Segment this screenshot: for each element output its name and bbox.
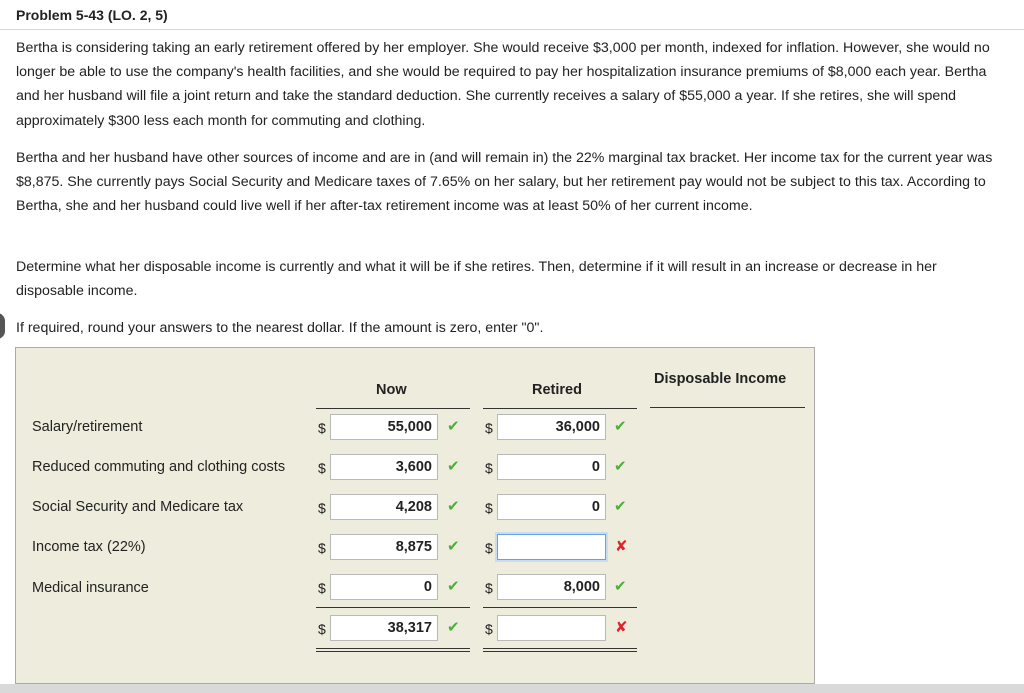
rounding-instructions: If required, round your answers to the nearest dollar. If the amount is zero, enter "0". xyxy=(16,320,544,336)
total-rule-retired xyxy=(483,607,637,608)
row-label: Reduced commuting and clothing costs xyxy=(32,459,286,475)
row-label: Social Security and Medicare tax xyxy=(32,499,244,515)
retired-input[interactable]: 0 xyxy=(497,454,606,480)
currency-sign: $ xyxy=(485,500,493,516)
currency-sign: $ xyxy=(485,580,493,596)
retired-input[interactable]: 8,000 xyxy=(497,574,606,600)
check-icon: ✔ xyxy=(614,578,627,595)
now-total-input[interactable]: 38,317 xyxy=(330,615,438,641)
total-rule-now xyxy=(316,607,470,608)
check-icon: ✔ xyxy=(447,458,460,475)
problem-title: Problem 5-43 (LO. 2, 5) xyxy=(16,7,168,23)
now-input[interactable]: 8,875 xyxy=(330,534,438,560)
total-double-rule-retired xyxy=(483,648,637,652)
problem-paragraph-3: Determine what her disposable income is currently and what it will be if she retires. Then, determine if it will result in an increase or decrease in her disposable income. xyxy=(16,259,937,300)
retired-total-input[interactable] xyxy=(497,615,606,641)
check-icon: ✔ xyxy=(447,538,460,555)
currency-sign: $ xyxy=(318,540,326,556)
header-underline-disposable xyxy=(650,407,805,408)
now-input[interactable]: 4,208 xyxy=(330,494,438,520)
now-input[interactable]: 55,000 xyxy=(330,414,438,440)
column-header-retired: Retired xyxy=(532,382,582,398)
currency-sign: $ xyxy=(318,621,326,637)
retired-input[interactable]: 0 xyxy=(497,494,606,520)
answer-table xyxy=(15,347,815,684)
check-icon: ✔ xyxy=(614,418,627,435)
cross-icon: ✘ xyxy=(615,538,628,555)
column-header-disposable-income: Disposable Income xyxy=(654,371,787,387)
check-icon: ✔ xyxy=(614,458,627,475)
retired-input[interactable] xyxy=(497,534,606,560)
row-label: Income tax (22%) xyxy=(32,539,146,555)
question-marker xyxy=(0,313,5,339)
cross-icon: ✘ xyxy=(615,619,628,636)
currency-sign: $ xyxy=(485,420,493,436)
currency-sign: $ xyxy=(485,540,493,556)
row-label: Salary/retirement xyxy=(32,419,143,435)
check-icon: ✔ xyxy=(447,498,460,515)
check-icon: ✔ xyxy=(447,619,460,636)
currency-sign: $ xyxy=(318,500,326,516)
currency-sign: $ xyxy=(318,580,326,596)
now-input[interactable]: 3,600 xyxy=(330,454,438,480)
check-icon: ✔ xyxy=(447,578,460,595)
currency-sign: $ xyxy=(318,420,326,436)
currency-sign: $ xyxy=(318,460,326,476)
currency-sign: $ xyxy=(485,460,493,476)
column-header-now: Now xyxy=(376,382,407,398)
title-divider xyxy=(0,29,1024,30)
header-underline-retired xyxy=(483,408,637,409)
currency-sign: $ xyxy=(485,621,493,637)
bottom-scroll-edge xyxy=(0,684,1024,693)
row-label: Medical insurance xyxy=(32,580,149,596)
problem-paragraph-1: Bertha is considering taking an early retirement offered by her employer. She would receive $3,000 per month, indexed for inflation. However, she would no longer be able to use the company's health facilities, and she would be required to pay her hospitalization insurance premiums of $8,000 each year. Bertha and her husband will file a joint return and take the standard deduction. She currently receives a salary of $55,000 a year. If she retires, she will spend approximately $300 less each month for commuting and clothing. xyxy=(16,40,990,129)
now-input[interactable]: 0 xyxy=(330,574,438,600)
check-icon: ✔ xyxy=(614,498,627,515)
header-underline-now xyxy=(316,408,470,409)
check-icon: ✔ xyxy=(447,418,460,435)
problem-paragraph-2: Bertha and her husband have other sources of income and are in (and will remain in) the 22% marginal tax bracket. Her income tax for the current year was $8,875. She currently pays Social Security and Medicare taxes of 7.65% on her salary, but her retirement pay would not be subject to this tax. According to Bertha, she and her husband could live well if her after-tax retirement income was at least 50% of her current income. xyxy=(16,150,993,215)
total-double-rule-now xyxy=(316,648,470,652)
retired-input[interactable]: 36,000 xyxy=(497,414,606,440)
